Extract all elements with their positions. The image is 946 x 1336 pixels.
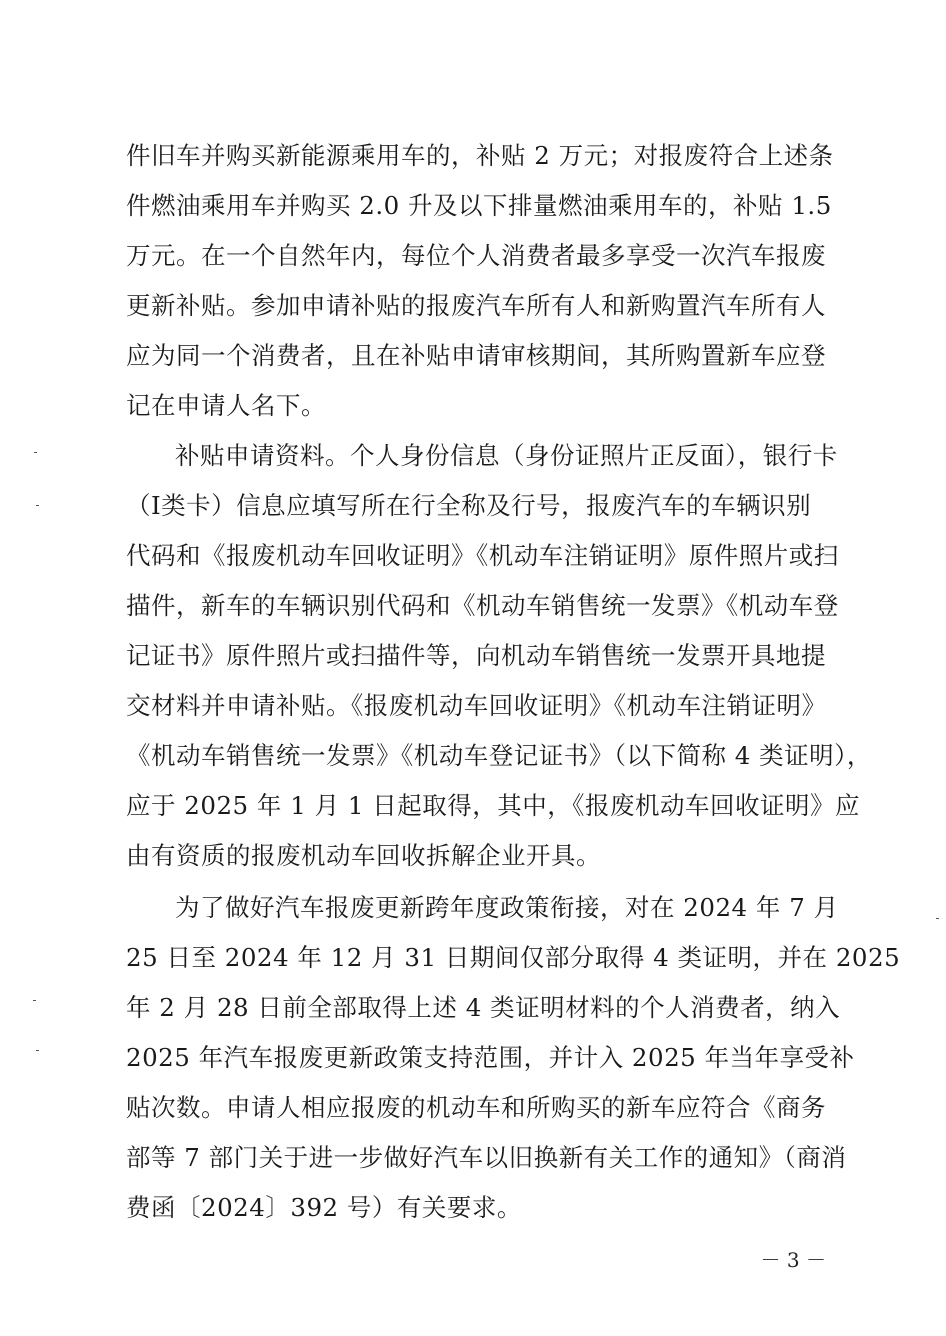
text-line: 年 2 月 28 日前全部取得上述 4 类证明材料的个人消费者，纳入 [126,993,841,1022]
text-line: 代码和《报废机动车回收证明》《机动车注销证明》原件照片或扫 [126,541,839,570]
scan-speck [936,918,939,919]
text-line: 由有资质的报废机动车回收拆解企业开具。 [126,841,601,870]
text-line: 费函〔2024〕392 号）有关要求。 [126,1193,522,1222]
text-line: （Ⅰ类卡）信息应填写所在行全称及行号，报废汽车的车辆识别 [126,491,812,520]
scan-speck [34,452,37,453]
text-line: 交材料并申请补贴。《报废机动车回收证明》《机动车注销证明》 [126,691,827,720]
text-line: 描件，新车的车辆识别代码和《机动车销售统一发票》《机动车登 [126,591,839,620]
text-line: 记在申请人名下。 [126,391,326,420]
text-line: 应为同一个消费者，且在补贴申请审核期间，其所购置新车应登 [126,341,826,370]
paragraph-start-line: 为了做好汽车报废更新跨年度政策衔接，对在 2024 年 7 月 [175,893,839,922]
text-line: 万元。在一个自然年内，每位个人消费者最多享受一次汽车报废 [126,241,826,270]
text-line: 记证书》原件照片或扫描件等，向机动车销售统一发票开具地提 [126,641,826,670]
text-line: 部等 7 部门关于进一步做好汽车以旧换新有关工作的通知》（商消 [126,1143,847,1172]
text-line: 2025 年汽车报废更新政策支持范围，并计入 2025 年当年享受补 [126,1043,855,1072]
text-line: 《机动车销售统一发票》《机动车登记证书》（以下简称 4 类证明）， [126,741,872,770]
paragraph-start-line: 补贴申请资料。个人身份信息（身份证照片正反面），银行卡 [175,441,838,470]
scan-speck [36,1050,39,1051]
scan-speck [36,505,39,506]
scan-speck [33,1000,36,1001]
page-number: － 3 － [760,1248,826,1272]
text-line: 件旧车并购买新能源乘用车的，补贴 2 万元；对报废符合上述条 [126,141,834,170]
text-line: 贴次数。申请人相应报废的机动车和所购买的新车应符合《商务 [126,1093,826,1122]
text-line: 件燃油乘用车并购买 2.0 升及以下排量燃油乘用车的，补贴 1.5 [126,191,832,220]
text-line: 应于 2025 年 1 月 1 日起取得，其中，《报废机动车回收证明》应 [126,791,861,820]
text-line: 更新补贴。参加申请补贴的报废汽车所有人和新购置汽车所有人 [126,291,826,320]
text-line: 25 日至 2024 年 12 月 31 日期间仅部分取得 4 类证明，并在 2025 [126,943,901,972]
